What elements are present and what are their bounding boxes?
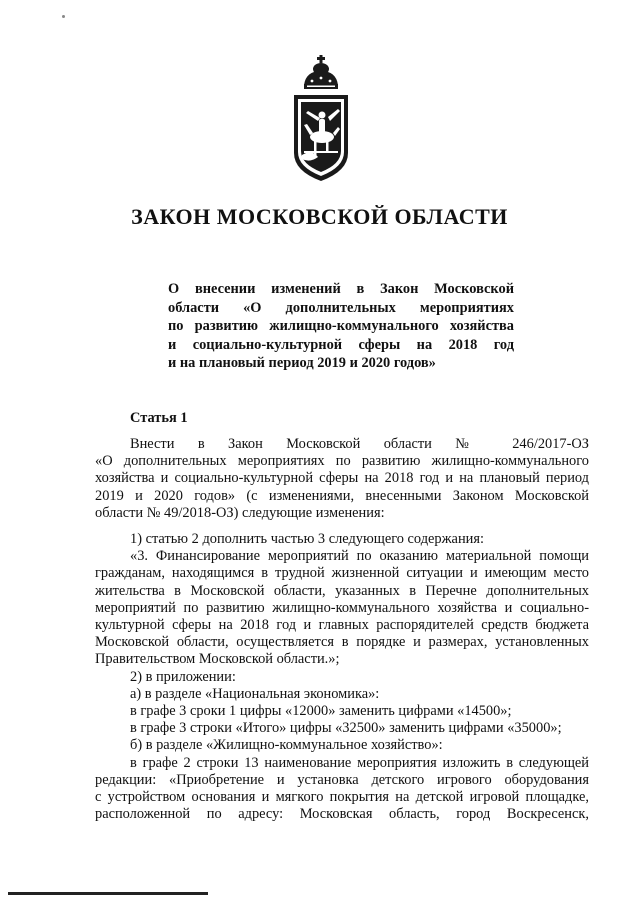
body-line: 2) в приложении:: [130, 668, 236, 685]
body-line: 1) статью 2 дополнить частью 3 следующего содержания:: [130, 531, 484, 548]
body-line: Внести в Закон Московской области № 246/2017-ОЗ: [130, 436, 589, 452]
subject-line: О внесении изменений в Закон Московской: [168, 281, 514, 297]
law-subject: [168, 280, 514, 373]
body-line: Правительством Московской области.»;: [95, 651, 340, 668]
body-line: расположенной по адресу: Московская область, город Воскресенск,: [95, 806, 589, 823]
body-line: Московской области, осуществляется в порядке и размерах, установленных: [95, 634, 589, 651]
body-line: гражданам, находящимся в трудной жизненной ситуации и имеющим место: [95, 565, 589, 582]
body-line: мероприятий по развитию жилищно-коммунального хозяйства и социально-: [95, 599, 589, 616]
scan-speck: [62, 15, 65, 18]
body-line: хозяйства и социально-культурной сферы на 2018 год и на плановый период: [95, 470, 589, 487]
subject-line: по развитию жилищно-коммунального хозяйства: [168, 318, 514, 334]
article-body: [95, 436, 589, 823]
document-title: ЗАКОН МОСКОВСКОЙ ОБЛАСТИ: [131, 204, 508, 229]
body-line: «3. Финансирование мероприятий по оказанию материальной помощи: [130, 548, 589, 565]
body-line: культурной сферы на 2018 год и главных распорядителей средств бюджета: [95, 617, 589, 634]
body-line: «О дополнительных мероприятиях по развитию жилищно-коммунального: [95, 453, 589, 470]
coat-of-arms-emblem: [288, 55, 354, 187]
body-line: в графе 3 строки «Итого» цифры «32500» заменить цифрами «35000»;: [130, 720, 562, 737]
page-bottom-rule: [8, 892, 208, 895]
body-line: жительства в Московской области, указанных в Перечне дополнительных: [95, 582, 589, 599]
article-heading: Статья 1: [130, 410, 188, 426]
body-line: б) в разделе «Жилищно-коммунальное хозяйство»:: [130, 737, 443, 754]
body-line: в графе 3 сроки 1 цифры «12000» заменить цифрами «14500»;: [130, 703, 512, 720]
body-line: редакции: «Приобретение и установка детского игрового оборудования: [95, 771, 589, 788]
body-line: а) в разделе «Национальная экономика»:: [130, 685, 380, 702]
subject-line: области «О дополнительных мероприятиях: [168, 299, 514, 316]
body-line: с устройством основания и мягкого покрытия на детской игровой площадке,: [95, 789, 589, 806]
subject-line: и социально-культурной сферы на 2018 год: [168, 336, 514, 353]
subject-line: и на плановый период 2019 и 2020 годов»: [168, 355, 436, 371]
body-line: 2019 и 2020 годов» (с изменениями, внесенными Законом Московской: [95, 487, 589, 504]
body-line: в графе 2 строки 13 наименование мероприятия изложить в следующей: [130, 754, 589, 771]
body-line: области № 49/2018-ОЗ) следующие изменения:: [95, 504, 385, 521]
